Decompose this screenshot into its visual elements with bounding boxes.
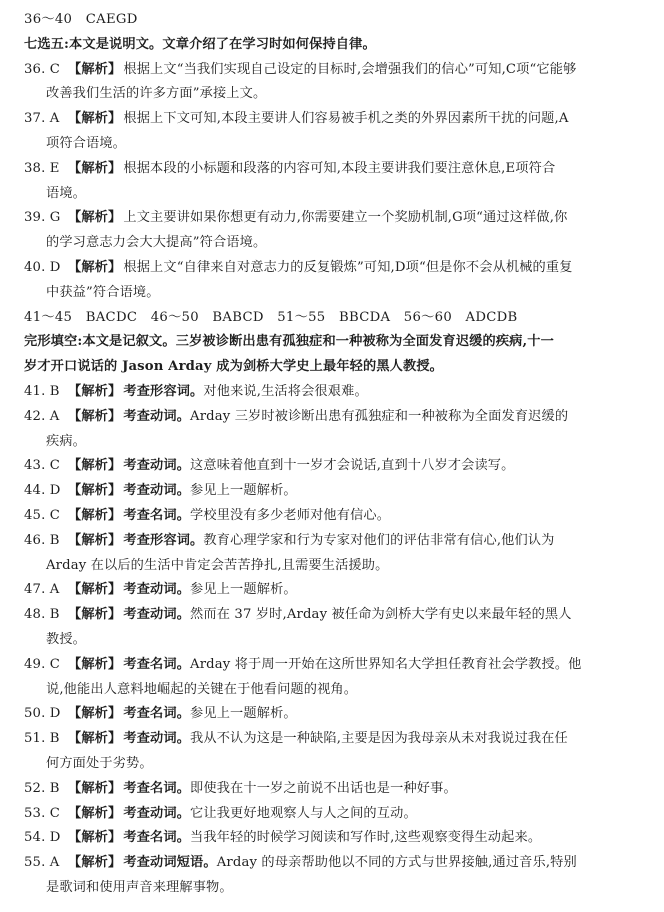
explanation-item-52 [24,777,638,802]
analysis-tag: 【解析】 [68,259,122,275]
explanation-text-cont: 说,他能出人意料地崛起的关键在于他看问题的视角。 [46,681,358,697]
topic-keyword: 考查名词。 [123,706,191,722]
explanation-item-47 [24,578,638,603]
topic-keyword: 考查形容词。 [123,532,204,548]
item-number: 36. C [24,61,61,77]
explanation-text: 参见上一题解析。 [190,582,297,598]
explanation-text: 根据上文“当我们实现自己设定的目标时,会增强我们的信心”可知,C项“它能够 [123,61,577,77]
item-number: 37. A [24,111,60,127]
explanation-text: 根据上文“自律来自对意志力的反复锻炼”可知,D项“但是你不会从机械的重复 [123,259,573,275]
analysis-tag: 【解析】 [68,210,122,226]
topic-keyword: 考查动词。 [123,458,191,474]
explanation-text: 我从不认为这是一种缺陷,主要是因为我母亲从未对我说过我在任 [190,731,568,747]
explanation-text-cont: 语境。 [46,185,87,201]
explanation-text: Arday 的母亲帮助他以不同的方式与世界接触,通过音乐,特别 [216,855,577,871]
explanation-item-41 [24,380,638,405]
analysis-tag: 【解析】 [68,780,122,796]
item-number: 54. D [24,830,61,846]
topic-keyword: 考查动词。 [123,607,191,623]
explanation-text: 参见上一题解析。 [190,706,297,722]
topic-keyword: 考查动词短语。 [123,855,217,871]
analysis-tag: 【解析】 [68,855,122,871]
explanation-item-44 [24,479,638,504]
item-number: 53. C [24,805,61,821]
analysis-tag: 【解析】 [68,458,122,474]
explanation-text-cont: 改善我们生活的许多方面”承接上文。 [46,86,267,102]
topic-keyword: 考查动词。 [123,483,191,499]
section-header-seven-choose-five: 七选五:本文是说明文。文章介绍了在学习时如何保持自律。 [24,36,376,52]
explanation-item-50 [24,702,638,727]
explanation-item-36 [24,58,638,108]
explanation-item-39 [24,206,638,256]
analysis-tag: 【解析】 [68,507,122,523]
explanation-text: 即使我在十一岁之前说不出话也是一种好事。 [190,780,457,796]
analysis-tag: 【解析】 [68,61,122,77]
explanation-text-cont: Arday 在以后的生活中肯定会苦苦挣扎,且需要生活援助。 [46,557,389,573]
item-number: 40. D [24,259,61,275]
item-number: 46. B [24,532,60,548]
analysis-tag: 【解析】 [68,731,122,747]
explanation-text: 参见上一题解析。 [190,483,297,499]
analysis-tag: 【解析】 [68,582,122,598]
explanation-text-cont: 教授。 [46,631,87,647]
explanation-item-43 [24,454,638,479]
explanation-item-48 [24,603,638,653]
answer-key-41-60: 41～45 BACDC 46～50 BABCD 51～55 BBCDA 56～60 ADCDB [24,309,518,325]
explanation-text-cont: 项符合语境。 [46,135,127,151]
item-number: 38. E [24,160,60,176]
analysis-tag: 【解析】 [68,111,122,127]
topic-keyword: 考查名词。 [123,780,191,796]
explanation-item-40 [24,256,638,306]
analysis-tag: 【解析】 [68,383,122,399]
item-number: 52. B [24,780,60,796]
item-number: 51. B [24,731,60,747]
explanation-text: 它让我更好地观察人与人之间的互动。 [190,805,417,821]
explanation-item-55 [24,851,638,901]
analysis-tag: 【解析】 [68,656,122,672]
item-number: 47. A [24,582,60,598]
topic-keyword: 考查形容词。 [123,383,204,399]
explanation-item-38 [24,157,638,207]
explanation-text-cont: 中获益”符合语境。 [46,284,160,300]
section-header-cloze-2: 岁才开口说话的 Jason Arday 成为剑桥大学史上最年轻的黑人教授。 [24,359,444,375]
analysis-tag: 【解析】 [68,830,122,846]
topic-keyword: 考查名词。 [123,830,191,846]
explanation-text: Arday 三岁时被诊断出患有孤独症和一种被称为全面发育迟缓的 [190,408,569,424]
item-number: 39. G [24,210,61,226]
item-number: 43. C [24,458,61,474]
item-number: 41. B [24,383,60,399]
explanation-item-42 [24,405,638,455]
analysis-tag: 【解析】 [68,706,122,722]
explanation-text: 这意味着他直到十一岁才会说话,直到十八岁才会读写。 [190,458,515,474]
explanation-item-37 [24,107,638,157]
analysis-tag: 【解析】 [68,607,122,623]
topic-keyword: 考查名词。 [123,507,191,523]
explanation-text: 对他来说,生活将会很艰难。 [203,383,368,399]
explanation-text-cont: 是歌词和使用声音来理解事物。 [46,879,233,895]
explanation-item-51 [24,727,638,777]
item-number: 42. A [24,408,60,424]
item-number: 49. C [24,656,61,672]
explanation-text: 教育心理学家和行为专家对他们的评估非常有信心,他们认为 [203,532,555,548]
analysis-tag: 【解析】 [68,408,122,424]
topic-keyword: 考查动词。 [123,582,191,598]
explanation-item-54 [24,826,638,851]
analysis-tag: 【解析】 [68,532,122,548]
explanation-item-49 [24,653,638,703]
item-number: 48. B [24,607,60,623]
explanation-text: 上文主要讲如果你想更有动力,你需要建立一个奖励机制,G项“通过这样做,你 [123,210,568,226]
section-header-cloze-1: 完形填空:本文是记叙文。三岁被诊断出患有孤独症和一种被称为全面发育迟缓的疾病,十一 [24,334,554,350]
topic-keyword: 考查动词。 [123,408,191,424]
analysis-tag: 【解析】 [68,805,122,821]
topic-keyword: 考查动词。 [123,731,191,747]
explanation-item-45 [24,504,638,529]
explanation-text: 然而在 37 岁时,Arday 被任命为剑桥大学有史以来最年轻的黑人 [190,607,572,623]
explanation-item-46 [24,529,638,579]
answer-key-36-40: 36～40 CAEGD [24,12,138,27]
item-number: 45. C [24,507,61,523]
explanation-text-cont: 何方面处于劣势。 [46,755,153,771]
explanation-text-cont: 疾病。 [46,433,87,449]
analysis-tag: 【解析】 [68,160,122,176]
explanation-text-cont: 的学习意志力会大大提高”符合语境。 [46,235,267,251]
item-number: 50. D [24,706,61,722]
explanation-text: 根据本段的小标题和段落的内容可知,本段主要讲我们要注意休息,E项符合 [123,160,556,176]
explanation-text: 当我年轻的时候学习阅读和写作时,这些观察变得生动起来。 [190,830,542,846]
topic-keyword: 考查动词。 [123,805,191,821]
item-number: 55. A [24,855,60,871]
explanation-text: 根据上下文可知,本段主要讲人们容易被手机之类的外界因素所干扰的问题,A [123,111,569,127]
item-number: 44. D [24,483,61,499]
explanation-text: Arday 将于周一开始在这所世界知名大学担任教育社会学教授。他 [190,656,582,672]
analysis-tag: 【解析】 [68,483,122,499]
explanation-item-53 [24,802,638,827]
topic-keyword: 考查名词。 [123,656,191,672]
explanation-text: 学校里没有多少老师对他有信心。 [190,507,391,523]
